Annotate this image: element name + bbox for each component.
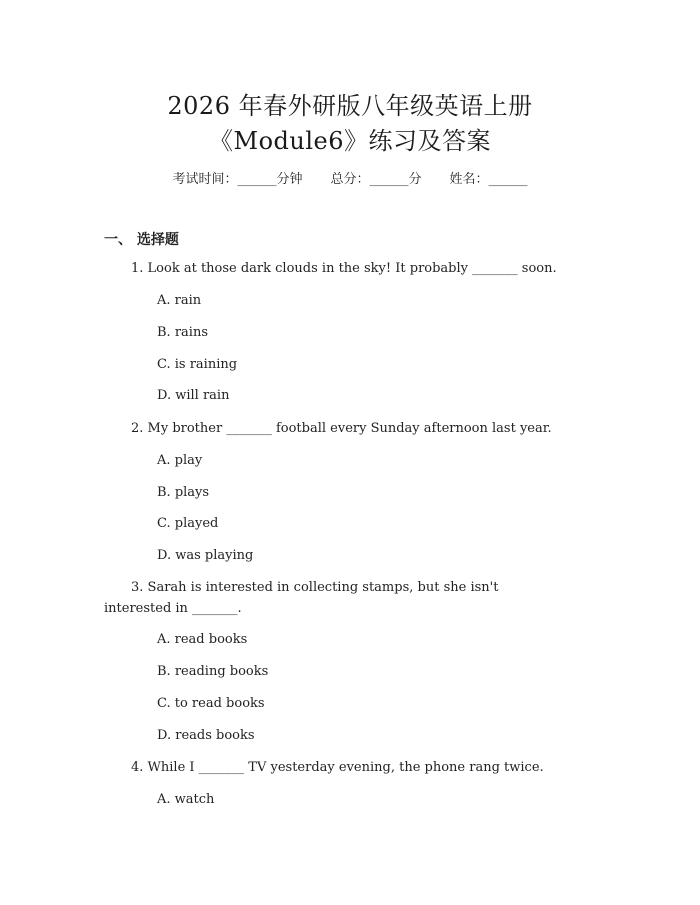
question-3-continued: interested in _______. [104,601,242,616]
question-2-option-c: C. played [157,516,219,531]
question-1-option-a: A. rain [157,293,202,308]
question-3-option-a: A. read books [157,632,248,647]
section-heading: 一、 选择题 [104,232,179,248]
question-3-option-d: D. reads books [157,728,255,743]
exam-time: 考试时间：______分钟 [172,172,303,187]
question-4: 4. While I _______ TV yesterday evening, the phone rang twice. [131,760,544,775]
question-3-option-c: C. to read books [157,696,265,711]
title-line-2: 《Module6》练习及答案 [209,127,491,155]
exam-score: 总分：______分 [330,172,422,187]
exam-meta [0,168,700,187]
question-1-option-c: C. is raining [157,357,238,372]
question-1-option-b: B. rains [157,325,208,340]
exam-name: 姓名：______ [449,172,528,187]
title-line-1: 2026 年春外研版八年级英语上册 [167,92,533,120]
question-3-option-b: B. reading books [157,664,269,679]
question-2-option-b: B. plays [157,485,210,500]
question-1: 1. Look at those dark clouds in the sky! It probably _______ soon. [131,261,557,276]
question-2: 2. My brother _______ football every Sunday afternoon last year. [131,421,552,436]
question-4-option-a: A. watch [157,792,215,807]
question-1-option-d: D. will rain [157,388,230,403]
question-2-option-d: D. was playing [157,548,254,563]
question-2-option-a: A. play [157,453,203,468]
question-3: 3. Sarah is interested in collecting stamps, but she isn't [131,580,499,595]
